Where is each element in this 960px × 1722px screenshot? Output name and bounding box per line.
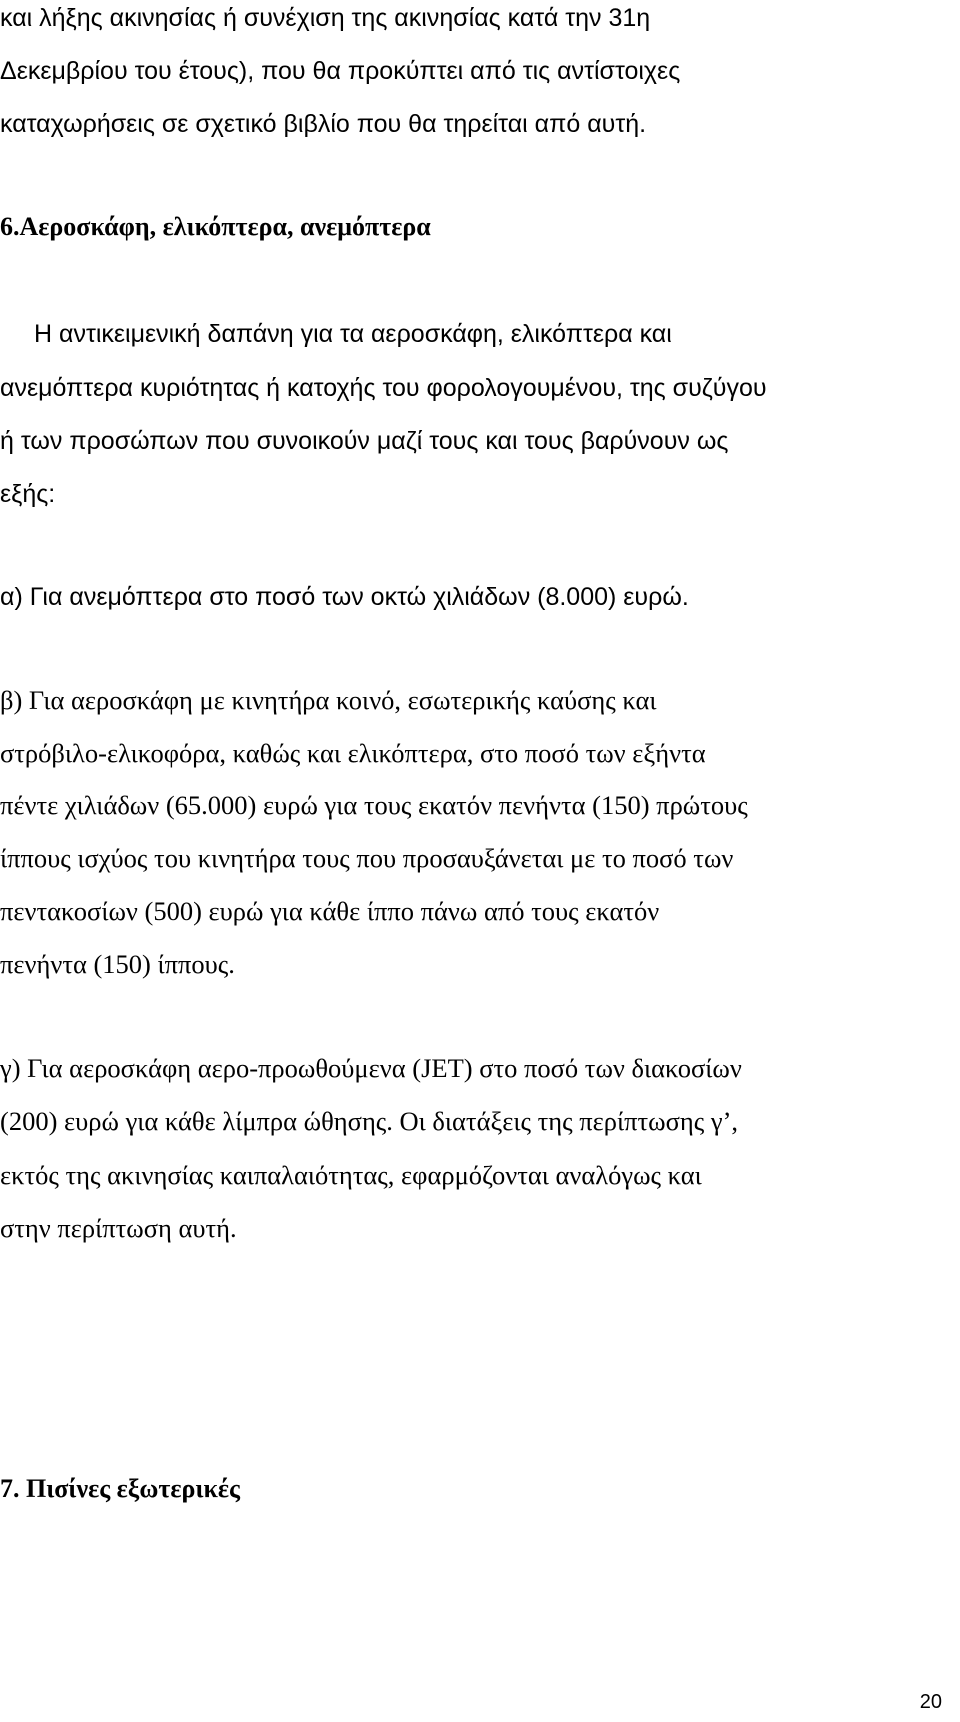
section-heading: 6.Αεροσκάφη, ελικόπτερα, ανεμόπτερα [0, 212, 431, 241]
text-line: (200) ευρώ για κάθε λίμπρα ώθησης. Οι διατάξεις της περίπτωσης γ’, [0, 1106, 739, 1136]
text-line: στρόβιλο-ελικοφόρα, καθώς και ελικόπτερα, στο ποσό των εξήντα [0, 738, 706, 768]
text-line: πεντακοσίων (500) ευρώ για κάθε ίππο πάνω από τους εκατόν [0, 896, 660, 926]
text-line: πενήντα (150) ίππους. [0, 949, 235, 979]
text-line: και λήξης ακινησίας ή συνέχιση της ακινησίας κατά την 31η [0, 4, 651, 32]
text-line: β) Για αεροσκάφη με κινητήρα κοινό, εσωτερικής καύσης και [0, 685, 657, 715]
text-line: στην περίπτωση αυτή. [0, 1213, 237, 1243]
text-line: εκτός της ακινησίας καιπαλαιότητας, εφαρμόζονται αναλόγως και [0, 1160, 702, 1190]
text-line: εξής: [0, 480, 56, 508]
text-line: Δεκεμβρίου του έτους), που θα προκύπτει από τις αντίστοιχες [0, 57, 681, 85]
text-line: καταχωρήσεις σε σχετικό βιβλίο που θα τηρείται από αυτή. [0, 110, 647, 138]
text-line: α) Για ανεμόπτερα στο ποσό των οκτώ χιλιάδων (8.000) ευρώ. [0, 583, 689, 611]
text-line: γ) Για αεροσκάφη αερο-προωθούμενα (JET) στο ποσό των διακοσίων [0, 1053, 742, 1083]
page-number: 20 [919, 1691, 942, 1713]
section-heading: 7. Πισίνες εξωτερικές [0, 1474, 240, 1503]
text-line: Η αντικειμενική δαπάνη για τα αεροσκάφη, ελικόπτερα και [34, 320, 672, 348]
text-line: ή των προσώπων που συνοικούν μαζί τους και τους βαρύνουν ως [0, 427, 729, 455]
text-line: ανεμόπτερα κυριότητας ή κατοχής του φορολογουμένου, της συζύγου [0, 374, 767, 402]
text-line: πέντε χιλιάδων (65.000) ευρώ για τους εκατόν πενήντα (150) πρώτους [0, 790, 748, 820]
text-line: ίππους ισχύος του κινητήρα τους που προσαυξάνεται με το ποσό των [0, 843, 734, 873]
